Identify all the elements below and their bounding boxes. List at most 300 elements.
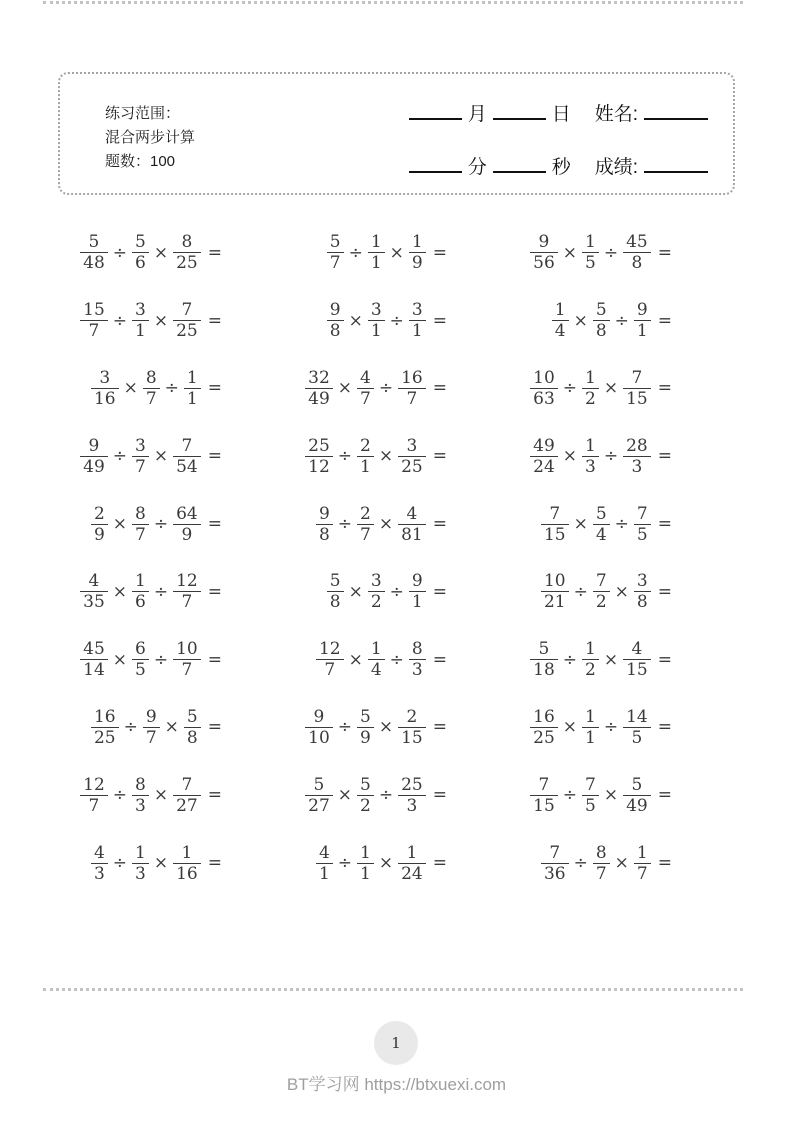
equals-sign: = xyxy=(207,378,221,399)
date-name-row xyxy=(403,99,708,129)
second-label: 秒 xyxy=(551,156,571,178)
second-blank-line xyxy=(493,155,546,173)
denominator: 8 xyxy=(318,524,330,545)
fraction xyxy=(305,368,333,409)
equals-sign: = xyxy=(657,785,671,806)
multiply-operator: × xyxy=(562,242,578,263)
fraction xyxy=(91,504,108,545)
numerator: 3 xyxy=(368,300,385,321)
math-problem xyxy=(60,287,285,355)
fraction xyxy=(530,775,558,816)
numerator: 7 xyxy=(173,436,201,457)
numerator: 7 xyxy=(530,775,558,796)
denominator: 9 xyxy=(360,727,371,748)
equals-sign: = xyxy=(432,649,446,670)
numerator: 7 xyxy=(541,504,569,525)
numerator: 25 xyxy=(305,436,333,457)
denominator: 49 xyxy=(83,456,105,477)
denominator: 49 xyxy=(626,795,648,816)
equals-sign: = xyxy=(432,242,446,263)
divide-operator: ÷ xyxy=(573,581,588,602)
numerator: 2 xyxy=(91,504,108,525)
fraction xyxy=(143,707,160,748)
denominator: 15 xyxy=(543,524,566,545)
denominator: 2 xyxy=(585,660,596,681)
fraction xyxy=(91,843,108,884)
equals-sign: = xyxy=(207,446,221,467)
math-problem xyxy=(60,829,285,897)
multiply-operator: × xyxy=(614,853,629,874)
denominator: 1 xyxy=(186,388,198,409)
multiply-operator: × xyxy=(337,785,353,806)
numerator: 1 xyxy=(173,843,201,864)
page-number: 1 xyxy=(391,1034,401,1052)
numerator: 1 xyxy=(582,639,599,660)
math-problem xyxy=(60,219,285,287)
divide-operator: ÷ xyxy=(573,853,588,874)
denominator: 54 xyxy=(176,456,198,477)
numerator: 9 xyxy=(409,571,426,592)
divide-operator: ÷ xyxy=(153,581,169,602)
multiply-operator: × xyxy=(562,446,578,467)
math-problem xyxy=(60,490,285,558)
denominator: 2 xyxy=(360,795,371,816)
fraction xyxy=(409,300,426,341)
math-problem xyxy=(285,558,510,626)
divide-operator: ÷ xyxy=(389,649,404,670)
fraction xyxy=(80,436,108,477)
scope-value: 混合两步计算 xyxy=(105,129,196,146)
numerator: 49 xyxy=(530,436,558,457)
denominator: 8 xyxy=(329,321,341,342)
denominator: 21 xyxy=(543,592,566,613)
fraction xyxy=(582,232,599,273)
denominator: 63 xyxy=(533,388,555,409)
fraction xyxy=(305,775,333,816)
denominator: 3 xyxy=(411,660,423,681)
denominator: 2 xyxy=(585,388,596,409)
divide-operator: ÷ xyxy=(603,717,619,738)
math-problem xyxy=(510,490,735,558)
multiply-operator: × xyxy=(348,581,363,602)
denominator: 7 xyxy=(88,795,100,816)
denominator: 7 xyxy=(360,388,371,409)
denominator: 3 xyxy=(631,456,643,477)
equals-sign: = xyxy=(432,310,446,331)
math-problem xyxy=(285,490,510,558)
fraction xyxy=(91,368,119,409)
denominator: 4 xyxy=(554,321,566,342)
denominator: 5 xyxy=(631,727,643,748)
denominator: 1 xyxy=(135,321,146,342)
numerator: 1 xyxy=(582,232,599,253)
denominator: 7 xyxy=(145,727,157,748)
divide-operator: ÷ xyxy=(562,649,578,670)
denominator: 35 xyxy=(83,592,105,613)
equals-sign: = xyxy=(432,514,446,535)
denominator: 1 xyxy=(411,592,423,613)
fraction xyxy=(368,639,385,680)
denominator: 10 xyxy=(308,727,330,748)
numerator: 4 xyxy=(91,843,108,864)
fraction xyxy=(173,232,201,273)
equals-sign: = xyxy=(657,717,671,738)
denominator: 1 xyxy=(370,253,382,274)
denominator: 7 xyxy=(181,660,193,681)
numerator: 5 xyxy=(80,232,108,253)
fraction xyxy=(623,232,651,273)
equals-sign: = xyxy=(207,514,221,535)
math-problem xyxy=(510,829,735,897)
numerator: 1 xyxy=(409,232,426,253)
numerator: 1 xyxy=(552,300,569,321)
numerator: 8 xyxy=(173,232,201,253)
denominator: 9 xyxy=(411,253,423,274)
numerator: 32 xyxy=(305,368,333,389)
fraction xyxy=(305,707,333,748)
minute-blank-line xyxy=(409,155,462,173)
fraction xyxy=(623,775,651,816)
divide-operator: ÷ xyxy=(562,378,578,399)
fraction xyxy=(582,436,599,477)
numerator: 1 xyxy=(132,843,149,864)
denominator: 1 xyxy=(411,321,423,342)
math-problem xyxy=(60,694,285,762)
math-problem xyxy=(510,761,735,829)
divide-operator: ÷ xyxy=(389,581,404,602)
numerator: 25 xyxy=(398,775,426,796)
denominator: 6 xyxy=(135,253,146,274)
fraction xyxy=(184,368,201,409)
denominator: 7 xyxy=(88,321,100,342)
equals-sign: = xyxy=(657,853,671,874)
fraction xyxy=(327,232,344,273)
divide-operator: ÷ xyxy=(153,649,169,670)
fraction xyxy=(623,436,651,477)
denominator: 12 xyxy=(308,456,330,477)
numerator: 7 xyxy=(623,368,651,389)
denominator: 56 xyxy=(533,253,555,274)
math-problem xyxy=(510,422,735,490)
multiply-operator: × xyxy=(378,717,394,738)
numerator: 7 xyxy=(634,504,651,525)
numerator: 9 xyxy=(634,300,651,321)
numerator: 8 xyxy=(409,639,426,660)
numerator: 10 xyxy=(530,368,558,389)
equals-sign: = xyxy=(207,717,221,738)
fraction xyxy=(530,232,558,273)
divide-operator: ÷ xyxy=(112,242,128,263)
numerator: 10 xyxy=(173,639,201,660)
denominator: 1 xyxy=(360,863,371,884)
denominator: 1 xyxy=(318,863,330,884)
numerator: 64 xyxy=(173,504,201,525)
numerator: 7 xyxy=(541,843,569,864)
fraction xyxy=(368,300,385,341)
numerator: 5 xyxy=(593,504,610,525)
numerator: 5 xyxy=(357,707,374,728)
fraction xyxy=(634,300,651,341)
top-page-separator xyxy=(43,1,743,4)
denominator: 15 xyxy=(401,727,423,748)
equals-sign: = xyxy=(657,514,671,535)
divide-operator: ÷ xyxy=(348,242,363,263)
numerator: 9 xyxy=(316,504,333,525)
fraction xyxy=(409,232,426,273)
numerator: 1 xyxy=(582,707,599,728)
denominator: 27 xyxy=(308,795,330,816)
day-blank-line xyxy=(493,102,546,120)
multiply-operator: × xyxy=(153,785,169,806)
numerator: 5 xyxy=(530,639,558,660)
score-blank-line xyxy=(644,155,708,173)
numerator: 8 xyxy=(143,368,160,389)
fraction xyxy=(91,707,119,748)
denominator: 14 xyxy=(83,660,105,681)
fraction xyxy=(634,504,651,545)
equals-sign: = xyxy=(432,717,446,738)
math-problem xyxy=(285,422,510,490)
numerator: 1 xyxy=(582,368,599,389)
multiply-operator: × xyxy=(123,378,138,399)
fraction xyxy=(530,707,558,748)
denominator: 7 xyxy=(181,592,193,613)
divide-operator: ÷ xyxy=(112,310,128,331)
denominator: 2 xyxy=(595,592,607,613)
numerator: 7 xyxy=(582,775,599,796)
fraction xyxy=(530,368,558,409)
question-count: 题数：100 xyxy=(105,153,176,170)
equals-sign: = xyxy=(207,310,221,331)
multiply-operator: × xyxy=(562,717,578,738)
denominator: 9 xyxy=(181,524,193,545)
day-label: 日 xyxy=(551,104,571,126)
multiply-operator: × xyxy=(603,378,619,399)
fraction xyxy=(132,639,149,680)
fraction xyxy=(132,571,149,612)
numerator: 8 xyxy=(132,504,149,525)
fraction xyxy=(593,571,610,612)
numerator: 3 xyxy=(368,571,385,592)
numerator: 2 xyxy=(398,707,426,728)
fraction xyxy=(634,843,651,884)
divide-operator: ÷ xyxy=(378,785,394,806)
numerator: 5 xyxy=(327,571,344,592)
denominator: 25 xyxy=(176,253,198,274)
fraction xyxy=(357,775,374,816)
numerator: 7 xyxy=(593,571,610,592)
fraction xyxy=(316,504,333,545)
numerator: 1 xyxy=(357,843,374,864)
fraction xyxy=(327,571,344,612)
numerator: 9 xyxy=(327,300,344,321)
denominator: 81 xyxy=(401,524,423,545)
math-problem xyxy=(510,626,735,694)
math-problem xyxy=(510,287,735,355)
fraction xyxy=(398,707,426,748)
numerator: 7 xyxy=(173,300,201,321)
numerator: 16 xyxy=(530,707,558,728)
fraction xyxy=(80,571,108,612)
denominator: 25 xyxy=(93,727,116,748)
fraction xyxy=(357,368,374,409)
denominator: 6 xyxy=(135,592,146,613)
math-problem xyxy=(285,287,510,355)
math-problem xyxy=(60,626,285,694)
fraction xyxy=(623,707,651,748)
fraction xyxy=(357,436,374,477)
numerator: 5 xyxy=(357,775,374,796)
multiply-operator: × xyxy=(389,242,404,263)
numerator: 9 xyxy=(305,707,333,728)
denominator: 15 xyxy=(533,795,555,816)
numerator: 12 xyxy=(316,639,344,660)
numerator: 1 xyxy=(184,368,201,389)
divide-operator: ÷ xyxy=(603,446,619,467)
multiply-operator: × xyxy=(112,581,128,602)
equals-sign: = xyxy=(432,581,446,602)
fraction xyxy=(357,504,374,545)
denominator: 9 xyxy=(93,524,105,545)
numerator: 15 xyxy=(80,300,108,321)
numerator: 1 xyxy=(132,571,149,592)
denominator: 7 xyxy=(360,524,371,545)
numerator: 1 xyxy=(582,436,599,457)
numerator: 5 xyxy=(305,775,333,796)
fraction xyxy=(398,843,426,884)
numerator: 4 xyxy=(80,571,108,592)
fraction xyxy=(132,843,149,884)
divide-operator: ÷ xyxy=(153,514,169,535)
denominator: 7 xyxy=(145,388,157,409)
equals-sign: = xyxy=(432,378,446,399)
time-score-row xyxy=(403,152,708,182)
denominator: 2 xyxy=(370,592,382,613)
fraction xyxy=(173,775,201,816)
fraction xyxy=(173,504,201,545)
divide-operator: ÷ xyxy=(614,514,629,535)
equals-sign: = xyxy=(657,649,671,670)
denominator: 3 xyxy=(585,456,596,477)
fraction xyxy=(305,436,333,477)
bottom-page-separator xyxy=(43,988,743,991)
numerator: 8 xyxy=(593,843,610,864)
fraction xyxy=(593,300,610,341)
multiply-operator: × xyxy=(573,514,588,535)
denominator: 8 xyxy=(636,592,648,613)
math-problem xyxy=(60,558,285,626)
score-label: 成绩: xyxy=(594,156,638,178)
numerator: 4 xyxy=(398,504,426,525)
denominator: 7 xyxy=(406,388,418,409)
divide-operator: ÷ xyxy=(603,242,619,263)
numerator: 9 xyxy=(143,707,160,728)
denominator: 3 xyxy=(135,863,146,884)
fraction xyxy=(409,571,426,612)
fraction xyxy=(132,300,149,341)
multiply-operator: × xyxy=(112,514,128,535)
multiply-operator: × xyxy=(348,649,363,670)
multiply-operator: × xyxy=(348,310,363,331)
fraction xyxy=(143,368,160,409)
denominator: 8 xyxy=(186,727,198,748)
divide-operator: ÷ xyxy=(337,514,353,535)
fraction xyxy=(623,368,651,409)
divide-operator: ÷ xyxy=(337,853,353,874)
numerator: 1 xyxy=(398,843,426,864)
fraction xyxy=(582,707,599,748)
denominator: 8 xyxy=(329,592,341,613)
denominator: 8 xyxy=(631,253,643,274)
denominator: 18 xyxy=(533,660,555,681)
divide-operator: ÷ xyxy=(123,717,138,738)
multiply-operator: × xyxy=(603,785,619,806)
multiply-operator: × xyxy=(378,446,394,467)
numerator: 16 xyxy=(91,707,119,728)
fraction xyxy=(173,571,201,612)
minute-label: 分 xyxy=(467,156,487,178)
fraction xyxy=(327,300,344,341)
numerator: 6 xyxy=(132,639,149,660)
denominator: 3 xyxy=(135,795,146,816)
math-problem xyxy=(60,355,285,423)
denominator: 36 xyxy=(543,863,566,884)
divide-operator: ÷ xyxy=(389,310,404,331)
fraction xyxy=(132,436,149,477)
denominator: 7 xyxy=(595,863,607,884)
equals-sign: = xyxy=(207,853,221,874)
multiply-operator: × xyxy=(337,378,353,399)
denominator: 15 xyxy=(626,660,648,681)
denominator: 5 xyxy=(135,660,146,681)
divide-operator: ÷ xyxy=(112,853,128,874)
fraction xyxy=(173,300,201,341)
equals-sign: = xyxy=(207,785,221,806)
multiply-operator: × xyxy=(378,514,394,535)
denominator: 5 xyxy=(585,253,596,274)
math-problem xyxy=(285,219,510,287)
numerator: 3 xyxy=(398,436,426,457)
denominator: 7 xyxy=(329,253,341,274)
denominator: 1 xyxy=(585,727,596,748)
equals-sign: = xyxy=(207,242,221,263)
fraction xyxy=(541,504,569,545)
equals-sign: = xyxy=(207,649,221,670)
denominator: 4 xyxy=(595,524,607,545)
fraction xyxy=(398,504,426,545)
multiply-operator: × xyxy=(112,649,128,670)
month-blank-line xyxy=(409,102,462,120)
numerator: 5 xyxy=(623,775,651,796)
fraction xyxy=(582,775,599,816)
scope-label: 练习范围： xyxy=(105,105,181,122)
numerator: 5 xyxy=(184,707,201,728)
denominator: 7 xyxy=(135,456,146,477)
numerator: 28 xyxy=(623,436,651,457)
fraction xyxy=(398,368,426,409)
denominator: 1 xyxy=(636,321,648,342)
numerator: 1 xyxy=(634,843,651,864)
equals-sign: = xyxy=(207,581,221,602)
numerator: 5 xyxy=(593,300,610,321)
fraction xyxy=(173,436,201,477)
numerator: 12 xyxy=(173,571,201,592)
fraction xyxy=(623,639,651,680)
divide-operator: ÷ xyxy=(337,717,353,738)
denominator: 16 xyxy=(93,388,116,409)
equals-sign: = xyxy=(657,310,671,331)
denominator: 48 xyxy=(83,253,105,274)
